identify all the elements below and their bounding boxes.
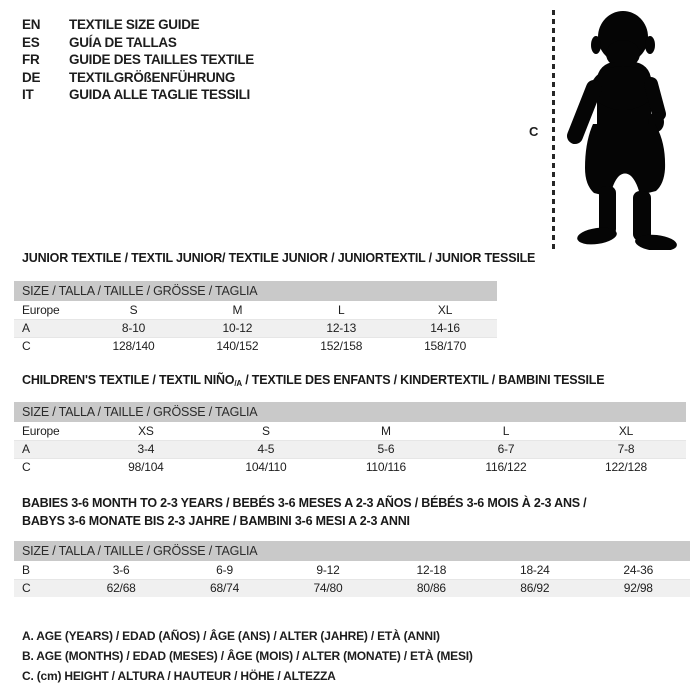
size-cell: S	[129, 302, 138, 317]
measure-c-label: C	[529, 124, 539, 139]
size-cell: 68/74	[173, 579, 276, 597]
lang-code: IT	[22, 87, 34, 102]
size-cell: 3-4	[86, 440, 206, 458]
lang-code: DE	[22, 69, 41, 85]
size-cell: 8-10	[82, 319, 186, 337]
height-measure-line	[552, 10, 555, 250]
lang-row-de	[22, 69, 254, 87]
size-cell: 92/98	[587, 579, 690, 597]
size-cell: 12-18	[416, 562, 447, 577]
child-figure	[525, 4, 697, 252]
babies-size-table	[14, 541, 690, 597]
lang-row-it	[22, 86, 254, 104]
size-cell: 10-12	[185, 319, 289, 337]
size-cell: 7-8	[566, 440, 686, 458]
lang-label: TEXTILGRÖßENFÜHRUNG	[69, 69, 236, 85]
table-row-europe	[14, 301, 497, 319]
size-cell: 6-9	[216, 562, 233, 577]
junior-size-table	[14, 281, 497, 355]
toddler-silhouette-icon	[563, 6, 693, 250]
lang-row-fr	[22, 51, 254, 69]
size-cell: 86/92	[483, 579, 586, 597]
size-cell: 5-6	[326, 440, 446, 458]
language-title-list	[22, 16, 254, 104]
size-cell: XL	[437, 302, 453, 317]
children-title-text: / TEXTILE DES ENFANTS / KINDERTEXTIL / BAMBINI TESSILE	[241, 373, 605, 387]
row-label: A	[14, 440, 86, 458]
size-cell: 152/158	[289, 337, 393, 355]
legend-line-c: C. (cm) HEIGHT / ALTURA / HAUTEUR / HÖHE / ALTEZZA	[22, 669, 336, 683]
size-cell: 12-13	[289, 319, 393, 337]
table-row-b	[14, 561, 690, 579]
size-cell: 14-16	[393, 319, 497, 337]
size-cell: 74/80	[276, 579, 379, 597]
table-row-a	[14, 440, 686, 458]
size-cell: XL	[618, 423, 634, 438]
row-label: A	[14, 319, 82, 337]
table-row-a	[14, 319, 497, 337]
children-title-subscript: /A	[234, 379, 242, 388]
size-cell: M	[381, 423, 391, 438]
size-cell: 6-7	[446, 440, 566, 458]
table-row-c	[14, 579, 690, 597]
lang-label: TEXTILE SIZE GUIDE	[69, 17, 200, 32]
size-header-bar: SIZE / TALLA / TAILLE / GRÖSSE / TAGLIA	[14, 281, 497, 301]
lang-label: GUÍA DE TALLAS	[69, 34, 177, 50]
size-cell: 80/86	[380, 579, 483, 597]
children-size-table	[14, 402, 686, 476]
row-label: Europe	[22, 423, 60, 438]
size-cell: 98/104	[86, 458, 206, 476]
junior-section-title: JUNIOR TEXTILE / TEXTIL JUNIOR/ TEXTILE JUNIOR / JUNIORTEXTIL / JUNIOR TESSILE	[22, 251, 536, 265]
size-cell: 158/170	[393, 337, 497, 355]
size-cell: 110/116	[326, 458, 446, 476]
size-cell: 18-24	[519, 562, 550, 577]
size-cell: 140/152	[185, 337, 289, 355]
table-row-c	[14, 458, 686, 476]
size-cell: 104/110	[206, 458, 326, 476]
size-header-bar: SIZE / TALLA / TAILLE / GRÖSSE / TAGLIA	[14, 541, 690, 561]
size-cell: 3-6	[112, 562, 130, 577]
size-cell: L	[502, 423, 510, 438]
babies-title-line2: BABYS 3-6 MONATE BIS 2-3 JAHRE / BAMBINI 3-6 MESI A 2-3 ANNI	[22, 513, 410, 528]
size-header-bar: SIZE / TALLA / TAILLE / GRÖSSE / TAGLIA	[14, 402, 686, 422]
lang-row-en	[22, 16, 254, 34]
children-section-title	[22, 373, 604, 388]
size-cell: S	[262, 423, 270, 438]
row-label: Europe	[22, 302, 60, 317]
size-cell: 9-12	[316, 562, 340, 577]
children-title-text: CHILDREN'S TEXTILE / TEXTIL NIÑO	[22, 373, 235, 387]
table-row-europe	[14, 422, 686, 440]
row-label: C	[14, 579, 69, 597]
row-label: B	[22, 562, 30, 577]
babies-title-line1: BABIES 3-6 MONTH TO 2-3 YEARS / BEBÉS 3-6 MESES A 2-3 AÑOS / BÉBÉS 3-6 MOIS À 2-3 ANS /	[22, 496, 587, 510]
lang-label: GUIDA ALLE TAGLIE TESSILI	[69, 87, 250, 102]
size-cell: M	[232, 302, 243, 317]
table-row-c	[14, 337, 497, 355]
babies-section-title	[22, 495, 586, 530]
row-label: C	[14, 458, 86, 476]
lang-row-es	[22, 34, 254, 52]
lang-label: GUIDE DES TAILLES TEXTILE	[69, 52, 255, 67]
lang-code: FR	[22, 52, 40, 67]
size-cell: 128/140	[82, 337, 186, 355]
size-cell: 62/68	[69, 579, 172, 597]
measure-legend	[22, 626, 473, 686]
size-cell: 122/128	[566, 458, 686, 476]
legend-line-a: A. AGE (YEARS) / EDAD (AÑOS) / ÂGE (ANS) / ALTER (JAHRE) / ETÀ (ANNI)	[22, 629, 440, 643]
legend-line-b: B. AGE (MONTHS) / EDAD (MESES) / ÂGE (MOIS) / ALTER (MONATE) / ETÀ (MESI)	[22, 649, 473, 663]
lang-code: ES	[22, 34, 40, 50]
row-label: C	[14, 337, 82, 355]
lang-code: EN	[22, 17, 41, 32]
size-cell: 24-36	[623, 562, 654, 577]
size-cell: XS	[138, 423, 154, 438]
size-cell: L	[337, 302, 345, 317]
size-cell: 116/122	[446, 458, 566, 476]
size-cell: 4-5	[206, 440, 326, 458]
